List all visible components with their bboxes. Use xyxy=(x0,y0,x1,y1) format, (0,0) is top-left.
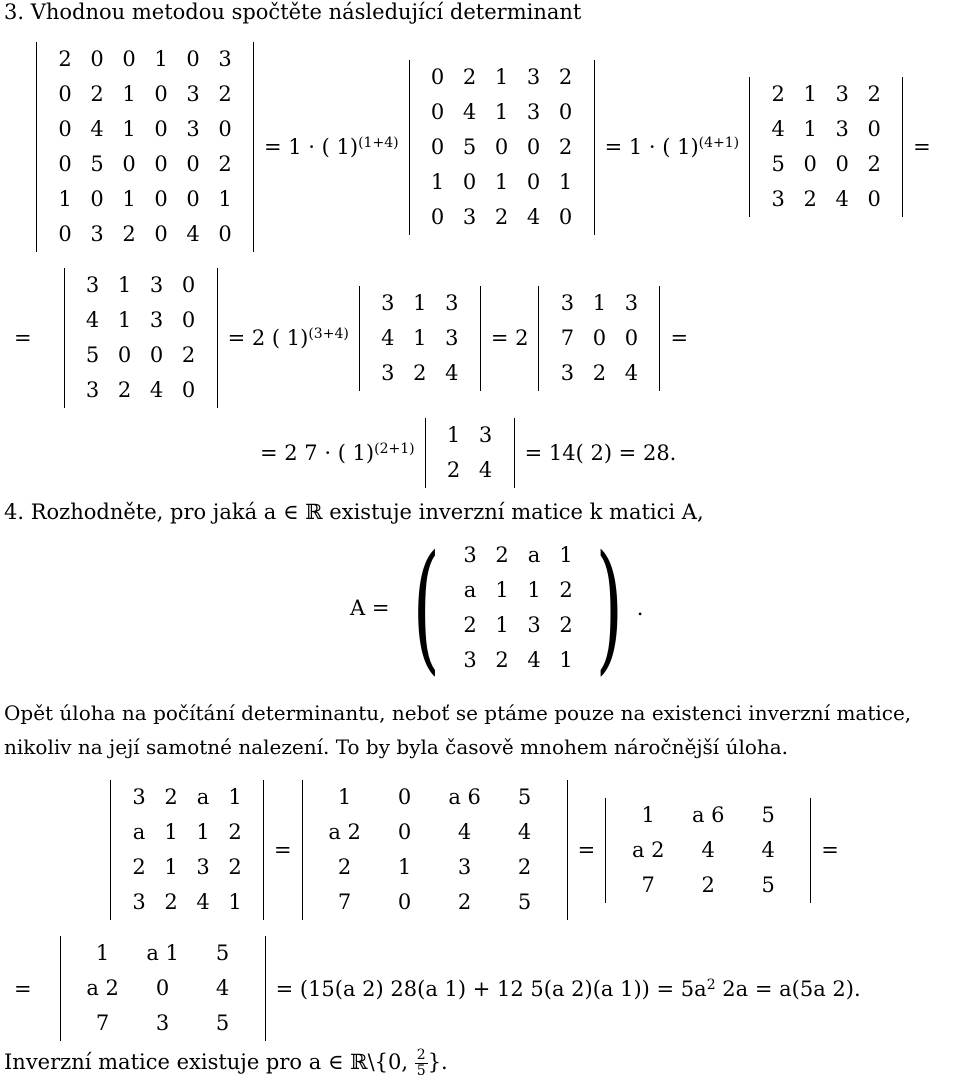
matrix-cell: 0 xyxy=(154,117,168,141)
matrix-cell: 1 xyxy=(527,578,541,602)
matrix-cell: 1 xyxy=(413,325,427,350)
equation-result: = (15(a 2) 28(a 1) + 12 5(a 2)(a 1)) = 5a $^2$ 2a = a(5a 2). xyxy=(275,976,861,1001)
matrix-cell: 2 xyxy=(462,64,477,89)
matrix-cell: 0 xyxy=(558,99,573,124)
matrix-cell: 1 xyxy=(337,785,352,809)
matrix-cell: 2 xyxy=(558,134,573,159)
matrix-cell: a 6 xyxy=(691,802,725,827)
equation-row-2 xyxy=(4,268,698,408)
matrix-cell: 0 xyxy=(218,222,232,246)
exponent: (2+1) xyxy=(374,441,415,457)
matrix-cell: 1 xyxy=(218,187,232,211)
matrix-cell: 5 xyxy=(90,152,104,176)
matrix-cell: 3 xyxy=(381,360,395,385)
equation-row-4 xyxy=(110,780,849,920)
matrix-cell: 0 xyxy=(397,785,412,809)
equation-operator: = 2 ( 1) $^{(3+4)}$ xyxy=(227,326,349,350)
matrix-cell: 3 xyxy=(381,290,395,315)
matrix-cell: 0 xyxy=(430,204,445,229)
left-parenthesis: ( xyxy=(413,526,441,689)
matrix-cell: 1 xyxy=(558,169,573,194)
equation-result: = 14( 2) = 28. xyxy=(524,441,677,465)
matrix-cell: 3 xyxy=(835,82,849,106)
matrix-cell: 0 xyxy=(430,64,445,89)
matrix-cell: 1 xyxy=(154,47,168,71)
matrix-cell: 0 xyxy=(90,187,104,211)
matrix-cell: 2 xyxy=(181,343,196,367)
matrix-cell: 1 xyxy=(495,613,509,637)
matrix-cell: 0 xyxy=(803,152,817,176)
matrix-cell: 0 xyxy=(462,169,477,194)
matrix-cell: 4 xyxy=(196,890,210,914)
equation-operator: = 1 · ( 1) $^{(1+4)}$ xyxy=(264,135,399,159)
matrix-cell: 4 xyxy=(771,117,785,141)
matrix-cell: 4 xyxy=(701,837,715,862)
matrix-cell: 1 xyxy=(430,169,445,194)
matrix-cell: 3 xyxy=(90,222,104,246)
matrix-cell: 2 xyxy=(413,360,427,385)
matrix-cell: 5 xyxy=(771,152,785,176)
matrix-cell: 3 xyxy=(218,47,232,71)
equation-row-5 xyxy=(4,936,861,1041)
matrix-cell: a 2 xyxy=(86,976,119,1000)
matrix-cell: 2 xyxy=(494,204,509,229)
matrix-6x6 xyxy=(36,42,254,252)
matrix-cell: 1 xyxy=(228,890,242,914)
matrix-cell: 0 xyxy=(154,82,168,106)
matrix-cell: 2 xyxy=(446,458,461,482)
matrix-cell: 3 xyxy=(132,785,146,809)
matrix-cell: a 2 xyxy=(328,820,361,844)
matrix-cell: 3 xyxy=(463,543,477,567)
matrix-cell: 1 xyxy=(196,820,210,844)
matrix-cell: 2 xyxy=(228,855,242,879)
matrix-cell: 2 xyxy=(122,222,136,246)
matrix-cell: 4 xyxy=(526,204,541,229)
equation-row-1 xyxy=(36,42,941,252)
matrix-cell: 2 xyxy=(90,82,104,106)
matrix-cell: 0 xyxy=(181,273,196,297)
matrix-cell: 2 xyxy=(771,82,785,106)
matrix-cell: 0 xyxy=(867,117,881,141)
matrix-cell: 0 xyxy=(181,308,196,332)
matrix-cell: 0 xyxy=(494,134,509,159)
conclusion-end: }. xyxy=(427,1050,448,1074)
conclusion-text: Inverzní matice existuje pro a ∈ ℝ\{0, xyxy=(4,1050,409,1074)
matrix-cell: 0 xyxy=(186,47,200,71)
matrix-4x4 xyxy=(302,780,568,920)
explanation-paragraph: Opět úloha na počítání determinantu, neboť se ptáme pouze na existenci inverzní matice, nikoliv na její samotné nalezení. To by byla časově mnohem náročnější úloha. xyxy=(4,701,912,759)
matrix-cell: 1 xyxy=(164,855,178,879)
matrix-cell: 5 xyxy=(517,785,532,809)
matrix-cell: 1 xyxy=(494,99,509,124)
matrix-cell: a 2 xyxy=(631,837,665,862)
matrix-cell: 2 xyxy=(592,360,607,385)
matrix-cell: 0 xyxy=(624,325,639,350)
matrix-cell: 7 xyxy=(95,1011,110,1035)
matrix-cell: 1 xyxy=(559,648,573,672)
matrix-cell: 4 xyxy=(90,117,104,141)
matrix-cell: 1 xyxy=(803,117,817,141)
matrix-cell: 1 xyxy=(641,802,655,827)
matrix-cell: 3 xyxy=(624,290,639,315)
matrix-cell: 0 xyxy=(58,222,72,246)
matrix-cell: a xyxy=(463,578,477,602)
matrix-3x3 xyxy=(60,936,266,1041)
matrix-cell: 0 xyxy=(218,117,232,141)
matrix-cell: 1 xyxy=(117,273,132,297)
matrix-cell: 0 xyxy=(154,187,168,211)
exponent: (4+1) xyxy=(698,135,740,151)
equation-operator: = xyxy=(14,326,32,350)
equation-operator: = xyxy=(14,976,32,1001)
matrix-cell: a 1 xyxy=(146,941,179,965)
matrix-cell: 3 xyxy=(149,308,164,332)
matrix-cell: 4 xyxy=(381,325,395,350)
matrix-cell: 0 xyxy=(526,134,541,159)
matrix-cell: 2 xyxy=(164,890,178,914)
matrix-4x4 xyxy=(64,268,218,408)
matrix-cell: 2 xyxy=(132,855,146,879)
heading-problem-4: 4. Rozhodněte, pro jaká a ∈ ℝ existuje inverzní matice k matici A, xyxy=(4,500,704,524)
matrix-cell: 3 xyxy=(149,273,164,297)
matrix-cell: 1 xyxy=(164,820,178,844)
matrix-cell: 0 xyxy=(90,47,104,71)
matrix-cell: a xyxy=(132,820,146,844)
matrix-cell: 3 xyxy=(186,117,200,141)
exponent: (1+4) xyxy=(358,135,399,151)
matrix-a-definition xyxy=(340,526,644,689)
matrix-cell: 4 xyxy=(835,187,849,211)
matrix-cell: 2 xyxy=(164,785,178,809)
matrix-cell: 0 xyxy=(526,169,541,194)
matrix-cell: 3 xyxy=(463,648,477,672)
period: . xyxy=(636,596,644,620)
matrix-cell: 3 xyxy=(478,423,493,447)
equation-row-3 xyxy=(250,418,686,488)
matrix-cell: 3 xyxy=(445,290,459,315)
equation-operator: = xyxy=(913,135,931,159)
matrix-cell: 3 xyxy=(196,855,210,879)
matrix-5x5 xyxy=(409,60,595,235)
matrix-cell: 0 xyxy=(155,976,170,1000)
exponent: 2 xyxy=(706,976,716,993)
matrix-cell: 0 xyxy=(186,152,200,176)
matrix-cell: 1 xyxy=(494,64,509,89)
matrix-cell: 0 xyxy=(58,117,72,141)
matrix-cell: 4 xyxy=(85,308,100,332)
matrix-cell: 2 xyxy=(228,820,242,844)
matrix-cell: 4 xyxy=(517,820,532,844)
conclusion xyxy=(4,1048,448,1079)
matrix-cell: 5 xyxy=(215,941,230,965)
matrix-cell: 0 xyxy=(835,152,849,176)
heading-problem-3: 3. Vhodnou metodou spočtěte následující determinant xyxy=(4,0,582,24)
exponent: (3+4) xyxy=(308,326,349,342)
equation-operator: = xyxy=(577,838,596,862)
matrix-cell: 5 xyxy=(761,872,775,897)
matrix-cell: 3 xyxy=(132,890,146,914)
matrix-cell: 3 xyxy=(560,360,575,385)
matrix-cell: 2 xyxy=(517,855,532,879)
matrix-cell: 0 xyxy=(397,820,412,844)
matrix-cell: 1 xyxy=(117,308,132,332)
fraction: $\frac{2}{5}$ xyxy=(416,1047,426,1079)
matrix-3x3 xyxy=(538,286,660,391)
matrix-cell: 1 xyxy=(228,785,242,809)
right-parenthesis: ) xyxy=(595,526,624,689)
matrix-a xyxy=(454,538,582,678)
equation-operator: = 2 7 · ( 1) $^{(2+1)}$ xyxy=(260,441,415,465)
matrix-cell: 1 xyxy=(446,423,461,447)
matrix-cell: 2 xyxy=(218,152,232,176)
matrix-cell: 1 xyxy=(397,855,412,879)
matrix-cell: 5 xyxy=(761,802,775,827)
matrix-4x4 xyxy=(749,77,903,217)
matrix-cell: 4 xyxy=(478,458,493,482)
matrix-cell: 0 xyxy=(154,152,168,176)
matrix-cell: 1 xyxy=(495,578,509,602)
matrix-cell: 4 xyxy=(445,360,459,385)
matrix-3x3 xyxy=(359,286,481,391)
matrix-cell: 3 xyxy=(835,117,849,141)
matrix-cell: 3 xyxy=(85,273,100,297)
matrix-cell: 0 xyxy=(558,204,573,229)
matrix-cell: 1 xyxy=(413,290,427,315)
matrix-cell: 1 xyxy=(95,941,110,965)
matrix-cell: 0 xyxy=(117,343,132,367)
matrix-cell: 0 xyxy=(397,890,412,914)
matrix-cell: 2 xyxy=(463,613,477,637)
matrix-4x4 xyxy=(110,780,264,920)
matrix-cell: 4 xyxy=(186,222,200,246)
equation-operator: = 1 · ( 1) $^{(4+1)}$ xyxy=(604,135,740,159)
matrix-cell: 4 xyxy=(149,378,164,402)
matrix-cell: 1 xyxy=(494,169,509,194)
matrix-cell: 2 xyxy=(803,187,817,211)
matrix-cell: 0 xyxy=(430,99,445,124)
matrix-cell: 3 xyxy=(771,187,785,211)
matrix-cell: 2 xyxy=(867,152,881,176)
matrix-cell: 5 xyxy=(517,890,532,914)
matrix-cell: 2 xyxy=(701,872,715,897)
matrix-cell: 0 xyxy=(867,187,881,211)
matrix-cell: 4 xyxy=(761,837,775,862)
matrix-cell: 7 xyxy=(641,872,655,897)
matrix-cell: 7 xyxy=(337,890,352,914)
matrix-cell: 3 xyxy=(186,82,200,106)
matrix-cell: 1 xyxy=(592,290,607,315)
matrix-cell: 3 xyxy=(527,613,541,637)
matrix-cell: 0 xyxy=(58,82,72,106)
matrix-3x3 xyxy=(605,798,811,903)
matrix-cell: 1 xyxy=(559,543,573,567)
equation-operator: = xyxy=(821,838,839,862)
matrix-cell: 2 xyxy=(495,648,509,672)
matrix-cell: a xyxy=(527,543,541,567)
matrix-cell: 2 xyxy=(558,64,573,89)
matrix-cell: 4 xyxy=(527,648,541,672)
matrix-cell: 1 xyxy=(58,187,72,211)
matrix-cell: 2 xyxy=(117,378,132,402)
matrix-cell: 1 xyxy=(803,82,817,106)
matrix-cell: 3 xyxy=(85,378,100,402)
matrix-a-label: A = xyxy=(350,596,390,620)
matrix-cell: 0 xyxy=(181,378,196,402)
matrix-cell: 4 xyxy=(457,820,472,844)
matrix-cell: 4 xyxy=(215,976,230,1000)
matrix-cell: 0 xyxy=(122,152,136,176)
matrix-cell: 5 xyxy=(85,343,100,367)
matrix-cell: 3 xyxy=(445,325,459,350)
matrix-cell: 0 xyxy=(186,187,200,211)
matrix-cell: 5 xyxy=(462,134,477,159)
matrix-cell: 3 xyxy=(526,99,541,124)
matrix-cell: 2 xyxy=(58,47,72,71)
matrix-cell: 0 xyxy=(58,152,72,176)
matrix-cell: 4 xyxy=(462,99,477,124)
matrix-cell: 2 xyxy=(457,890,472,914)
matrix-cell: 0 xyxy=(154,222,168,246)
equation-operator: = 2 xyxy=(490,326,529,350)
equation-operator: = xyxy=(670,326,689,350)
matrix-cell: 2 xyxy=(559,578,573,602)
matrix-cell: 3 xyxy=(155,1011,170,1035)
matrix-cell: 2 xyxy=(867,82,881,106)
matrix-cell: 1 xyxy=(122,187,136,211)
matrix-cell: 3 xyxy=(462,204,477,229)
matrix-cell: 0 xyxy=(122,47,136,71)
matrix-cell: 0 xyxy=(430,134,445,159)
matrix-cell: 0 xyxy=(592,325,607,350)
matrix-cell: a 6 xyxy=(448,785,481,809)
matrix-cell: 2 xyxy=(495,543,509,567)
matrix-cell: 4 xyxy=(624,360,639,385)
matrix-cell: 7 xyxy=(560,325,575,350)
matrix-2x2 xyxy=(425,418,515,488)
matrix-cell: a xyxy=(196,785,210,809)
matrix-cell: 2 xyxy=(218,82,232,106)
matrix-cell: 3 xyxy=(560,290,575,315)
matrix-cell: 2 xyxy=(559,613,573,637)
equation-operator: = xyxy=(274,838,292,862)
matrix-cell: 3 xyxy=(526,64,541,89)
matrix-cell: 5 xyxy=(215,1011,230,1035)
matrix-cell: 1 xyxy=(122,82,136,106)
matrix-cell: 2 xyxy=(337,855,352,879)
matrix-cell: 3 xyxy=(457,855,472,879)
matrix-cell: 1 xyxy=(122,117,136,141)
matrix-cell: 0 xyxy=(149,343,164,367)
